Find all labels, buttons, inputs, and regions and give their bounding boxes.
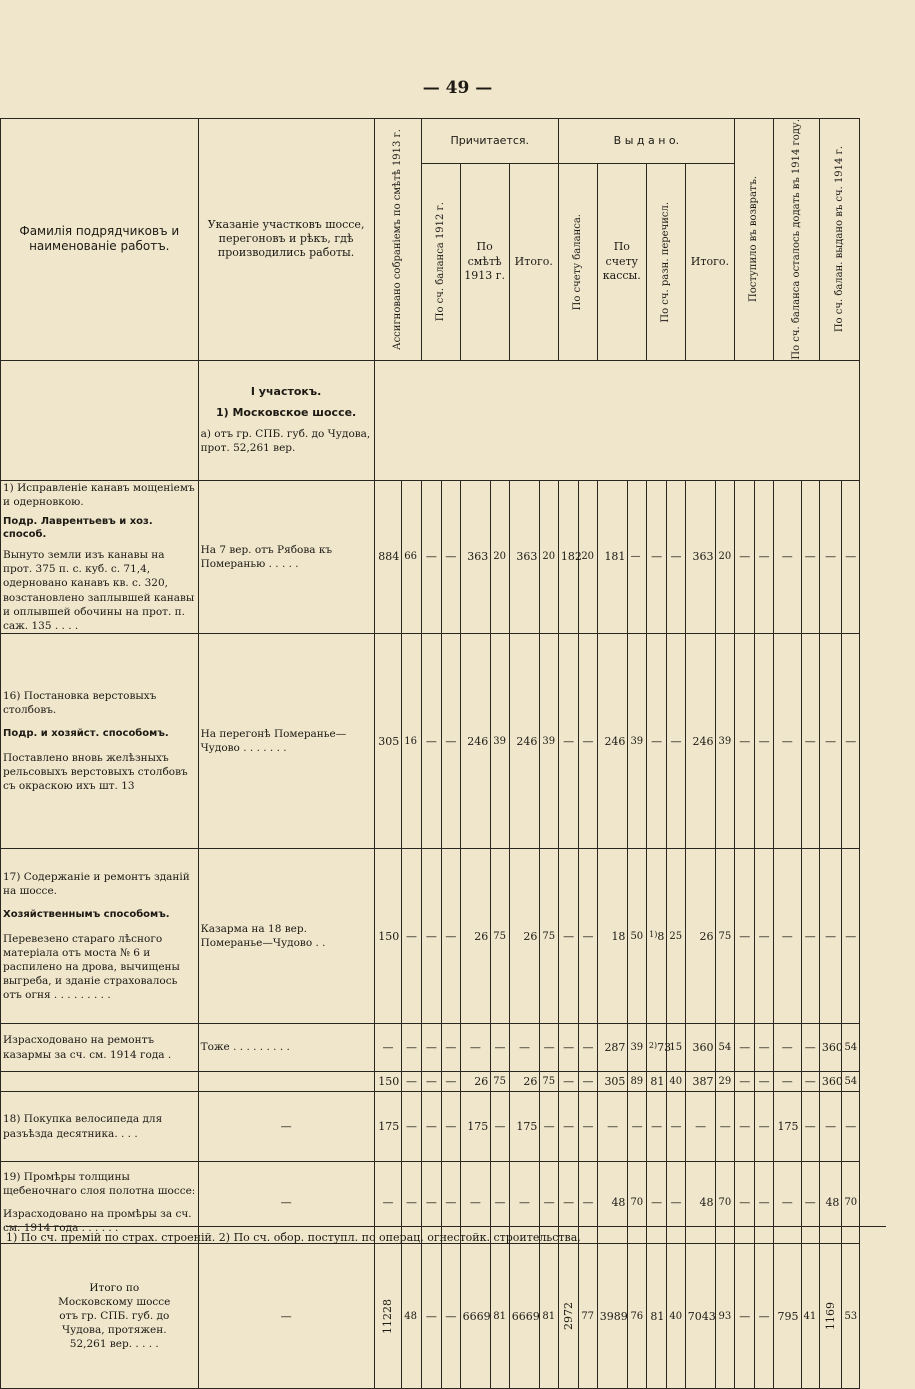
cell-paid-cash-rub: 18 — [597, 849, 628, 1024]
cell-remain-rub: — — [773, 1072, 801, 1092]
header-due-balance: По сч. баланса 1912 г. — [421, 164, 460, 360]
cell-paid-total-kop: 54 — [716, 1024, 735, 1072]
cell-paid-balance-rub: — — [558, 634, 578, 849]
row-head: 19) Промѣры толщины щебеночнаго слоя полотна шоссе: — [3, 1171, 196, 1198]
total-place: — — [198, 1244, 374, 1389]
cell-remain-kop: — — [801, 634, 819, 849]
cell-due-balance-rub: — — [421, 1072, 441, 1092]
cell-remain-rub: — — [773, 1024, 801, 1072]
cell-remain-kop: — — [801, 480, 819, 633]
cell-due-total-rub: 26 — [509, 849, 540, 1024]
cell-due-total-rub: 246 — [509, 634, 540, 849]
cell-paid-cash-kop: 70 — [628, 1162, 646, 1244]
total-due-estimate-rub: 6669 — [460, 1244, 491, 1389]
cell-paid-cash-kop: 89 — [628, 1072, 646, 1092]
cell-due-total-kop: 75 — [540, 1072, 558, 1092]
total-due-balance-kop: — — [442, 1244, 460, 1389]
cell-paid-transfer-kop: — — [667, 480, 685, 633]
cell-paid-total-kop: — — [716, 1092, 735, 1162]
cell-due-balance-kop: — — [442, 1072, 460, 1092]
cell-due-balance-kop: — — [442, 634, 460, 849]
cell-due-balance-rub: — — [421, 1092, 441, 1162]
ledger-table — [0, 118, 860, 1389]
row-desc: Вынуто земли изъ канавы на прот. 375 п. с. куб. с. 71,4, одерновано канавъ кв. с. 320, возстановлено заплывшей канавы и оплывшей обочины на прот. п. саж. 135 . . . . — [3, 548, 195, 632]
row-desc: Израсходовано на ремонтъ казармы за сч. см. 1914 года . — [1, 1024, 199, 1072]
cell-assigned-rub: 884 — [374, 480, 402, 633]
cell-remain-rub: — — [773, 480, 801, 633]
cell-due-total-rub: — — [509, 1162, 540, 1244]
cell-paid-balance-rub: — — [558, 1162, 578, 1244]
total-paid1914-kop: 53 — [842, 1244, 860, 1389]
header-due-group: Причитается. — [421, 119, 558, 164]
cell-assigned-kop: — — [402, 849, 421, 1024]
total-due-balance-rub: — — [421, 1244, 441, 1389]
cell-paid-transfer-rub — [646, 849, 666, 1024]
transfer-footnote-mark: 1) — [649, 929, 658, 939]
cell-paid1914-rub: 48 — [819, 1162, 842, 1244]
cell-paid-total-kop: 20 — [716, 480, 735, 633]
cell-paid1914-rub: 360 — [819, 1072, 842, 1092]
total-assigned-rub: 11228 — [374, 1244, 402, 1389]
cell-due-balance-kop: — — [442, 1092, 460, 1162]
cell-due-total-rub: — — [509, 1024, 540, 1072]
cell-returned-kop: — — [755, 849, 773, 1024]
cell-due-estimate-kop: 75 — [491, 1072, 509, 1092]
cell-paid-balance-kop: — — [579, 1092, 597, 1162]
cell-due-estimate-kop: — — [491, 1024, 509, 1072]
row-desc: Перевезено стараго лѣсного матеріала отъ моста № 6 и распилено на дрова, вычищены выгреба, и зданіе страховалось отъ огня . . . . . . . . . — [3, 932, 180, 1002]
cell-paid-transfer-rub: 81 — [646, 1072, 666, 1092]
footnote: 1) По сч. премій по страх. строеній. 2) По сч. обор. поступл. по операц. огнестойк. строительства. — [6, 1226, 886, 1244]
row-desc: Поставлено вновь желѣзныхъ рельсовыхъ верстовыхъ столбовъ съ окраскою ихъ шт. 13 — [3, 751, 188, 793]
cell-paid-transfer-kop: — — [667, 1162, 685, 1244]
header-due-estimate: По смѣтѣ 1913 г. — [460, 164, 509, 360]
row-head: 18) Покупка велосипеда для разъѣзда десятника. . . . — [1, 1092, 199, 1162]
cell-returned-kop: — — [755, 1024, 773, 1072]
cell-assigned-kop: — — [402, 1024, 421, 1072]
cell-remain-rub: — — [773, 849, 801, 1024]
cell-paid-transfer-kop: 25 — [667, 849, 685, 1024]
cell-paid-balance-rub: — — [558, 849, 578, 1024]
cell-assigned-rub: — — [374, 1162, 402, 1244]
cell-due-balance-kop: — — [442, 1162, 460, 1244]
cell-paid-balance-kop: — — [579, 1072, 597, 1092]
header-paid-1914: По сч. балан. выдано въ сч. 1914 г. — [819, 119, 859, 361]
table-row — [1, 1092, 860, 1162]
cell-paid-cash-rub: 246 — [597, 634, 628, 849]
table-row — [1, 849, 860, 1024]
cell-due-balance-rub: — — [421, 480, 441, 633]
cell-paid-cash-rub: 48 — [597, 1162, 628, 1244]
total-paid-balance-kop: 77 — [579, 1244, 597, 1389]
segment-title: а) отъ гр. СПБ. губ. до Чудова, прот. 52,261 вер. — [200, 427, 371, 454]
cell-assigned-kop: — — [402, 1072, 421, 1092]
transfer-value: 73 — [657, 1041, 672, 1055]
header-paid-group: В ы д а н о. — [558, 119, 734, 164]
total-paid1914-rub: 1169 — [819, 1244, 842, 1389]
cell-assigned-rub: 150 — [374, 1072, 402, 1092]
cell-paid-transfer-kop: 40 — [667, 1072, 685, 1092]
cell-due-total-kop: — — [540, 1024, 558, 1072]
cell-paid-total-rub: — — [685, 1092, 716, 1162]
row-contractor: Подр. и хозяйст. способомъ. — [3, 728, 169, 740]
total-paid-transfer-kop: 40 — [667, 1244, 685, 1389]
header-remain: По сч. баланса осталось додать въ 1914 году. — [773, 119, 819, 361]
total-remain-rub: 795 — [773, 1244, 801, 1389]
cell-remain-kop: — — [801, 1162, 819, 1244]
cell-due-total-kop: 39 — [540, 634, 558, 849]
header-due-total: Итого. — [509, 164, 558, 360]
total-paid-transfer-rub: 81 — [646, 1244, 666, 1389]
cell-paid-total-kop: 39 — [716, 634, 735, 849]
cell-remain-kop: — — [801, 849, 819, 1024]
cell-due-estimate-kop: 39 — [491, 634, 509, 849]
total-paid-total-rub: 7043 — [685, 1244, 716, 1389]
total-paid-total-kop: 93 — [716, 1244, 735, 1389]
table-row — [1, 480, 860, 633]
header-returned: Поступило въ возвратъ. — [734, 119, 773, 361]
row-head: 16) Постановка верстовыхъ столбовъ. — [3, 689, 157, 716]
cell-paid1914-kop: 70 — [842, 1162, 860, 1244]
cell-due-estimate-rub: 363 — [460, 480, 491, 633]
cell-paid-cash-rub: 305 — [597, 1072, 628, 1092]
total-due-total-kop: 81 — [540, 1244, 558, 1389]
cell-paid-transfer-kop: — — [667, 634, 685, 849]
cell-remain-rub: — — [773, 634, 801, 849]
cell-paid-balance-rub: 182 — [558, 480, 578, 633]
cell-paid1914-kop: — — [842, 849, 860, 1024]
cell-returned-rub: — — [734, 1024, 754, 1072]
total-returned-kop: — — [755, 1244, 773, 1389]
row-place: — — [198, 1162, 374, 1244]
cell-paid-transfer-rub: — — [646, 1092, 666, 1162]
total-paid-balance-rub: 2972 — [558, 1244, 578, 1389]
cell-returned-rub: — — [734, 480, 754, 633]
district-title: I участокъ. — [250, 385, 322, 399]
cell-returned-kop: — — [755, 634, 773, 849]
cell-paid-balance-rub: — — [558, 1024, 578, 1072]
header-paid-cash: По счету кассы. — [597, 164, 646, 360]
header-assigned: Ассигновано собраніемъ по смѣтѣ 1913 г. — [374, 119, 421, 361]
cell-paid1914-rub: — — [819, 634, 842, 849]
total-due-estimate-kop: 81 — [491, 1244, 509, 1389]
cell-assigned-rub: — — [374, 1024, 402, 1072]
row-method: Хозяйственнымъ способомъ. — [3, 909, 170, 920]
cell-due-estimate-kop: 20 — [491, 480, 509, 633]
total-row — [1, 1244, 860, 1389]
header-paid-transfer: По сч. разн. перечисл. — [646, 164, 685, 360]
cell-assigned-kop: 66 — [402, 480, 421, 633]
cell-paid-balance-kop: — — [579, 849, 597, 1024]
row-contractor: Подр. Лаврентьевъ и хоз. способ. — [3, 515, 153, 541]
cell-due-total-rub: 26 — [509, 1072, 540, 1092]
cell-due-estimate-rub: 26 — [460, 849, 491, 1024]
page-number: — 49 — — [422, 78, 493, 98]
cell-returned-kop: — — [755, 1092, 773, 1162]
cell-remain-rub: 175 — [773, 1092, 801, 1162]
cell-due-balance-kop: — — [442, 1024, 460, 1072]
cell-assigned-rub: 305 — [374, 634, 402, 849]
cell-due-balance-kop: — — [442, 480, 460, 633]
cell-assigned-rub: 175 — [374, 1092, 402, 1162]
cell-due-total-kop: — — [540, 1162, 558, 1244]
cell-returned-rub: — — [734, 849, 754, 1024]
header-row-1 — [1, 119, 860, 164]
cell-paid-total-rub: 387 — [685, 1072, 716, 1092]
cell-due-total-kop: 75 — [540, 849, 558, 1024]
cell-paid-cash-rub: 287 — [597, 1024, 628, 1072]
total-assigned-kop: 48 — [402, 1244, 421, 1389]
cell-paid-total-rub: 26 — [685, 849, 716, 1024]
cell-due-estimate-rub: — — [460, 1024, 491, 1072]
cell-due-balance-kop: — — [442, 849, 460, 1024]
cell-paid1914-kop: — — [842, 480, 860, 633]
cell-due-total-kop: 20 — [540, 480, 558, 633]
cell-paid-total-kop: 70 — [716, 1162, 735, 1244]
cell-due-total-rub: 363 — [509, 480, 540, 633]
total-remain-kop: 41 — [801, 1244, 819, 1389]
cell-paid1914-kop: — — [842, 1092, 860, 1162]
cell-assigned-rub: 150 — [374, 849, 402, 1024]
cell-paid-balance-kop: — — [579, 1162, 597, 1244]
cell-paid-balance-kop: — — [579, 1024, 597, 1072]
subtotal-row — [1, 1072, 860, 1092]
total-paid-cash-rub: 3989 — [597, 1244, 628, 1389]
transfer-footnote-mark: 2) — [648, 1041, 658, 1051]
cell-paid-transfer-kop: 15 — [667, 1024, 685, 1072]
header-name: Фамилія подрядчиковъ и наименованіе работъ. — [1, 119, 199, 361]
section-left — [1, 360, 199, 480]
cell-paid-cash-rub: — — [597, 1092, 628, 1162]
cell-paid1914-rub: — — [819, 1092, 842, 1162]
cell-paid-balance-rub: — — [558, 1072, 578, 1092]
cell-paid-balance-kop: 20 — [579, 480, 597, 633]
cell-paid-transfer-rub: — — [646, 480, 666, 633]
cell-due-estimate-kop: — — [491, 1092, 509, 1162]
section-blank — [374, 360, 859, 480]
total-label: Итого по Московскому шоссе отъ гр. СПБ. губ. до Чудова, протяжен. 52,261 вер. . . . . — [1, 1244, 199, 1389]
cell-paid1914-kop: — — [842, 634, 860, 849]
cell-paid-cash-kop: 39 — [628, 634, 646, 849]
cell-paid-transfer-kop: — — [667, 1092, 685, 1162]
cell-paid-cash-kop: — — [628, 1092, 646, 1162]
cell-due-estimate-kop: 75 — [491, 849, 509, 1024]
cell-paid-total-rub: 360 — [685, 1024, 716, 1072]
total-paid-cash-kop: 76 — [628, 1244, 646, 1389]
cell-returned-kop: — — [755, 1162, 773, 1244]
row-place: На 7 вер. отъ Рябова къ Померанью . . . . . — [198, 480, 374, 633]
subtotal-label — [1, 1072, 199, 1092]
cell-returned-rub: — — [734, 1162, 754, 1244]
cell-paid-balance-kop: — — [579, 634, 597, 849]
cell-paid1914-rub: — — [819, 480, 842, 633]
cell-due-estimate-rub: — — [460, 1162, 491, 1244]
cell-paid-total-rub: 246 — [685, 634, 716, 849]
total-returned-rub: — — [734, 1244, 754, 1389]
cell-paid-total-kop: 29 — [716, 1072, 735, 1092]
row-name-cell — [1, 634, 199, 849]
cell-assigned-kop: — — [402, 1162, 421, 1244]
row-name-cell — [1, 480, 199, 633]
cell-due-balance-rub: — — [421, 1162, 441, 1244]
cell-due-estimate-rub: 246 — [460, 634, 491, 849]
row-place: — — [198, 1092, 374, 1162]
cell-returned-rub: — — [734, 1072, 754, 1092]
transfer-value: 8 — [657, 929, 665, 943]
header-paid-total: Итого. — [685, 164, 734, 360]
header-paid-balance: По счету баланса. — [558, 164, 597, 360]
section-row — [1, 360, 860, 480]
cell-due-balance-rub: — — [421, 634, 441, 849]
row-place: Тоже . . . . . . . . . — [198, 1024, 374, 1072]
cell-remain-kop: — — [801, 1072, 819, 1092]
cell-paid-cash-kop: 50 — [628, 849, 646, 1024]
cell-paid1914-rub: — — [819, 849, 842, 1024]
cell-returned-kop: — — [755, 1072, 773, 1092]
cell-due-total-kop: — — [540, 1092, 558, 1162]
cell-due-estimate-kop: — — [491, 1162, 509, 1244]
cell-paid-balance-rub: — — [558, 1092, 578, 1162]
cell-paid-cash-kop: 39 — [628, 1024, 646, 1072]
cell-remain-kop: — — [801, 1024, 819, 1072]
cell-paid-total-rub: 363 — [685, 480, 716, 633]
cell-paid1914-kop: 54 — [842, 1072, 860, 1092]
cell-paid-transfer-rub: — — [646, 634, 666, 849]
cell-returned-rub: — — [734, 1092, 754, 1162]
cell-due-estimate-rub: 26 — [460, 1072, 491, 1092]
subtotal-place — [198, 1072, 374, 1092]
row-desc: Израсходовано на промѣры за сч. см. 1914 года . . . . . . — [3, 1207, 192, 1234]
table-row — [1, 634, 860, 849]
row-place: На перегонѣ Померанье—Чудово . . . . . . . — [198, 634, 374, 849]
cell-paid-cash-kop: — — [628, 480, 646, 633]
cell-paid-total-kop: 75 — [716, 849, 735, 1024]
row-head: 17) Содержаніе и ремонтъ зданій на шоссе. — [3, 870, 190, 897]
header-place: Указаніе участковъ шоссе, перегоновъ и рѣкъ, гдѣ производились работы. — [198, 119, 374, 361]
cell-assigned-kop: 16 — [402, 634, 421, 849]
cell-due-balance-rub: — — [421, 1024, 441, 1072]
cell-due-total-rub: 175 — [509, 1092, 540, 1162]
cell-paid-transfer-rub: — — [646, 1162, 666, 1244]
road-title: 1) Московское шоссе. — [215, 405, 357, 419]
total-due-total-rub: 6669 — [509, 1244, 540, 1389]
table-row — [1, 1024, 860, 1072]
cell-paid1914-rub: 360 — [819, 1024, 842, 1072]
row-name-cell — [1, 849, 199, 1024]
cell-paid-total-rub: 48 — [685, 1162, 716, 1244]
row-place: Казарма на 18 вер. Померанье—Чудово . . — [198, 849, 374, 1024]
cell-returned-kop: — — [755, 480, 773, 633]
cell-due-balance-rub: — — [421, 849, 441, 1024]
cell-paid-transfer-rub — [646, 1024, 672, 1072]
row-head: 1) Исправленіе канавъ мощеніемъ и одерновкою. — [3, 481, 195, 508]
cell-remain-rub: — — [773, 1162, 801, 1244]
section-cell — [198, 360, 374, 480]
cell-returned-rub: — — [734, 634, 754, 849]
cell-paid-cash-rub: 181 — [597, 480, 628, 633]
cell-due-estimate-rub: 175 — [460, 1092, 491, 1162]
cell-assigned-kop: — — [402, 1092, 421, 1162]
cell-remain-kop: — — [801, 1092, 819, 1162]
cell-paid1914-kop: 54 — [842, 1024, 860, 1072]
